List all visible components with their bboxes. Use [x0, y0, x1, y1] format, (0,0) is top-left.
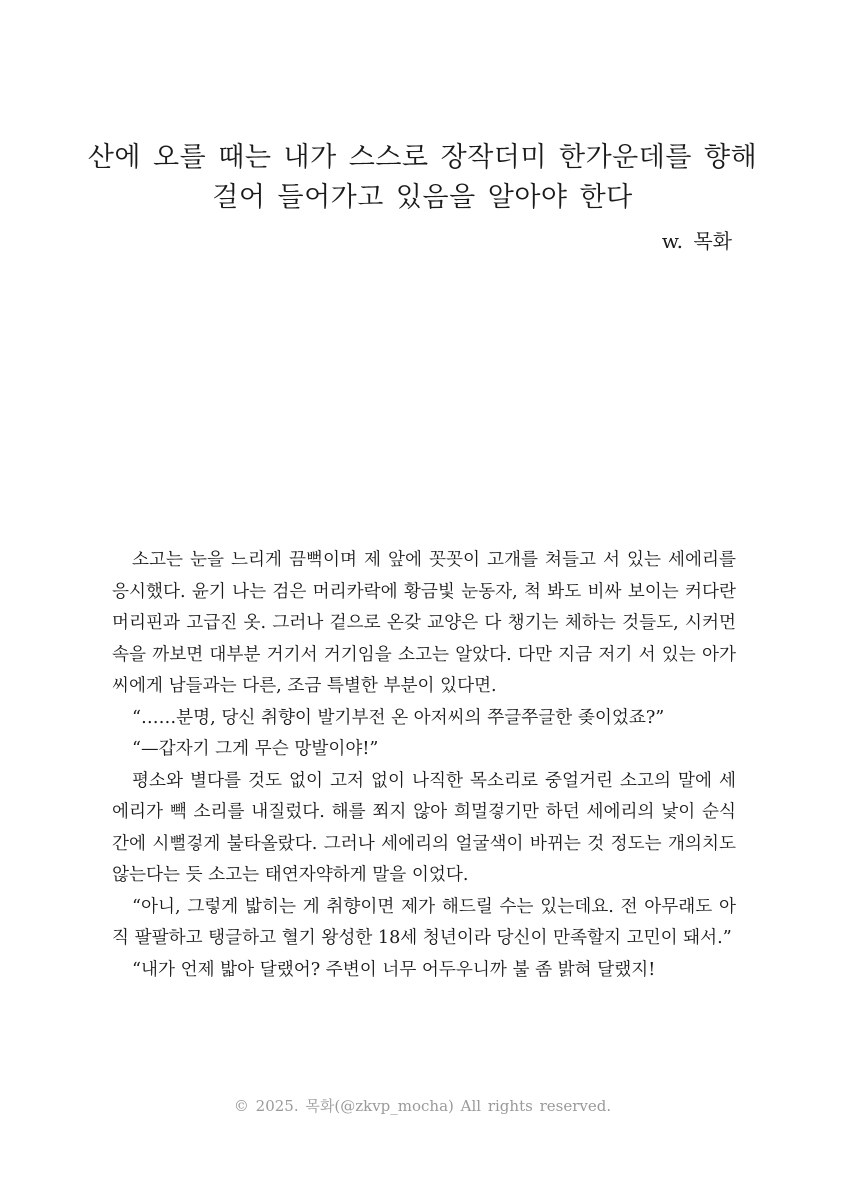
paragraph-6: “내가 언제 밟아 달랬어? 주변이 너무 어두우니까 불 좀 밝혀 달랬지!: [132, 959, 656, 980]
title-line-2: 걸어 들어가고 있음을 알아야 한다: [212, 182, 633, 213]
story-body: [112, 545, 736, 986]
paragraph-5: “아니, 그렇게 밟히는 게 취향이면 제가 해드릴 수는 있는데요. 전 아무래도 아직 팔팔하고 탱글하고 혈기 왕성한 18세 청년이라 당신이 만족할지 고민이 돼서.”: [112, 896, 736, 948]
paragraph-4: 평소와 별다를 것도 없이 고저 없이 나직한 목소리로 중얼거린 소고의 말에 세에리가 빽 소리를 내질렀다. 해를 쬐지 않아 희멀겋기만 하던 세에리의 낯이 순식간에 시뻘겋게 불타올랐다. 그러나 세에리의 얼굴색이 바뀌는 것 정도는 개의치도 않는다는 듯 소고는 태연자약하게 말을 이었다.: [112, 770, 736, 885]
paragraph-2: “……분명, 당신 취향이 발기부전 온 아저씨의 쭈글쭈글한 좆이었죠?”: [132, 707, 665, 728]
copyright-footer: © 2025. 목화(@zkvp_mocha) All rights reserved.: [233, 1097, 612, 1115]
title-line-1: 산에 오를 때는 내가 스스로 장작더미 한가운데를 향해: [87, 142, 758, 173]
story-title: [0, 138, 845, 218]
paragraph-3: “—갑자기 그게 무슨 망발이야!”: [132, 739, 379, 759]
author-credit: w. 목화: [661, 229, 732, 253]
paragraph-1: 소고는 눈을 느리게 끔뻑이며 제 앞에 꼿꼿이 고개를 쳐들고 서 있는 세에리를 응시했다. 윤기 나는 검은 머리카락에 황금빛 눈동자, 척 봐도 비싸 보이는 커다란 머리핀과 고급진 옷. 그러나 겉으로 온갖 교양은 다 챙기는 체하는 것들도, 시커먼 속을 까보면 대부분 거기서 거기임을 소고는 알았다. 다만 지금 저기 서 있는 아가씨에게 남들과는 다른, 조금 특별한 부분이 있다면.: [112, 550, 736, 696]
